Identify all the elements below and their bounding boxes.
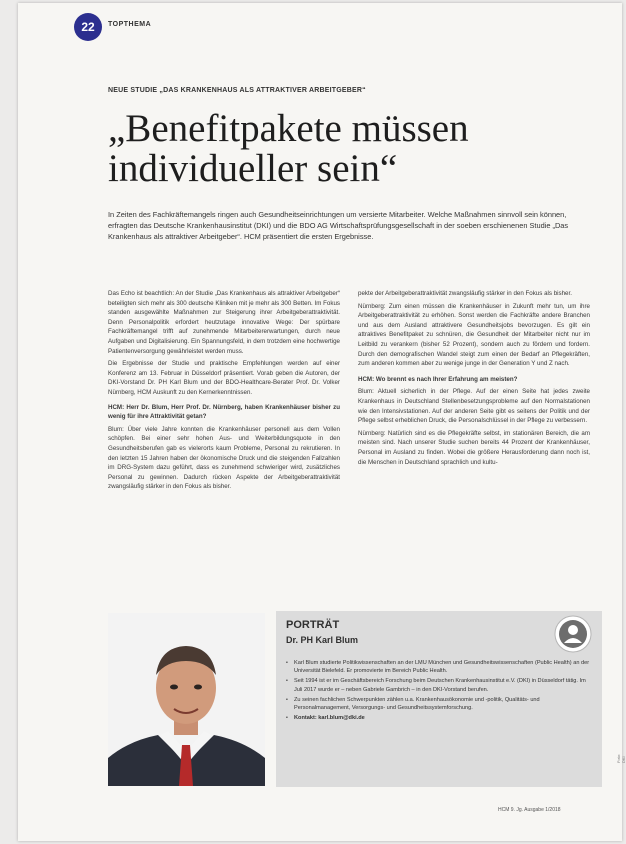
paragraph: Nürnberg: Zum einen müssen die Krankenhäuser in Zukunft mehr tun, um ihre Arbeitgeberattraktivität zu erhöhen. Sonst werden die Fachkräfte andere Branchen und aus dem Ausland attraktivere Gesundheitsjobs bevorzugen. Es gilt ein attraktives Benefitpaket zu schnüren, die Gesundheit der Mitarbeiter nicht nur im Leitbild zu verankern (bisher 52 Prozent), sondern auch zu fördern und fordern. Durch den demografischen Wandel steigt zum einen der Bedarf an Pflegekräften, zum anderen kommen aber zu wenige junge in der Generation Y und Z nach. — [358, 302, 590, 368]
interview-question: HCM: Herr Dr. Blum, Herr Prof. Dr. Nürnberg, haben Krankenhäuser bisher zu wenig für ihre Attraktivität getan? — [108, 403, 340, 421]
page-footer: HCM 9. Jg. Ausgabe 1/2018 — [498, 807, 561, 813]
article-kicker: NEUE STUDIE „DAS KRANKENHAUS ALS ATTRAKTIVER ARBEITGEBER“ — [108, 87, 366, 94]
interview-answer: Blum: Aktuell sicherlich in der Pflege. Auf der einen Seite hat jedes zweite Krankenhaus in Deutschland Stellenbesetzungsprobleme auf den Normalstationen wie den Intensivstationen. Auf der anderen Seite gibt es seitens der Politik und der Pflege selbst erheblichen Druck, die Personalschlüssel in der Pflege zu verbessern. — [358, 388, 590, 425]
bullet-item: ▪ Karl Blum studierte Politikwissenschaften an der LMU München und Gesundheitswissenschaften (Public Health) an der Universität Bielefeld. Er promovierte im Bereich Public Health. — [286, 659, 592, 675]
text-column-right — [358, 289, 590, 470]
contact-line: ▪ Kontakt: karl.blum@dki.de — [286, 714, 592, 722]
photo-credit: Foto: DKI — [616, 753, 626, 763]
page-number-badge: 22 — [74, 13, 102, 41]
interview-question: HCM: Wo brennt es nach Ihrer Erfahrung am meisten? — [358, 375, 518, 383]
portrait-bullets — [286, 659, 592, 724]
paragraph: Die Ergebnisse der Studie und praktische Empfehlungen werden auf einer Konferenz am 13. Februar in Düsseldorf präsentiert. Vorab geben die Autoren, der DKI-Vorstand Dr. PH Karl Blum und der BDO-Healthcare-Berater Prof. Dr. Volker Nürnberg, HCM Auskunft zu den Kernerkenntnissen. — [108, 360, 340, 396]
bullet-item: ▪ Seit 1994 ist er im Geschäftsbereich Forschung beim Deutschen Krankenhausinstitut e.V. (DKI) in Düsseldorf tätig. Im Juli 2017 wurde er – neben Gabriele Gambrich – in den DKI-Vorstand berufen. — [286, 677, 592, 693]
portrait-photo — [108, 613, 265, 786]
text-column-left — [108, 289, 340, 495]
section-label: TOPTHEMA — [108, 21, 152, 28]
article-lead: In Zeiten des Fachkräftemangels ringen auch Gesundheitseinrichtungen um versierte Mitarbeiter. Welche Maßnahmen sinnvoll sein können, erfragten das Deutsche Krankenhausinstitut (DKI) und die BDO AG Wirtschaftsprüfungsgesellschaft in der soeben erschienenen Studie „Das Krankenhaus als attraktiver Arbeitgeber“. HCM präsentiert die ersten Ergebnisse. — [108, 210, 569, 241]
person-icon — [554, 615, 592, 653]
interview-answer: Blum: Über viele Jahre konnten die Krankenhäuser personell aus dem Vollen schöpfen. Bei einer sehr hohen Aus- und Weiterbildungsquote in den Gesundheitsberufen gab es vielerorts kaum Probleme, Personal zu rekrutieren. In den letzten 15 Jahren haben der ökonomische Druck und die steigenden Fallzahlen im DRG-System dazu geführt, dass es zunehmend schwieriger wird, zusätzliches Personal zu gewinnen. Dadurch rücken Aspekte der Arbeitgeberattraktivität zwangsläufig stärker in den Fokus als bisher. — [108, 425, 340, 491]
portrait-name: Dr. PH Karl Blum — [286, 635, 359, 645]
paragraph: pekte der Arbeitgeberattraktivität zwangsläufig stärker in den Fokus als bisher. — [358, 290, 572, 297]
article-headline: „Benefitpakete müssen individueller sein“ — [108, 107, 469, 190]
paragraph: Das Echo ist beachtlich: An der Studie „Das Krankenhaus als attraktiver Arbeitgeber“ beteiligten sich mehr als 300 deutsche Kliniken mit je mehr als 300 Betten. Im Fokus standen ausgewählte Maßnahmen zur Steigerung ihrer Arbeitgeberattraktivität. Denn Personalpolitik erfordert heutzutage innovative Wege: Der spürbare Fachkräftemangel trifft auf zunehmende Mitarbeitererwartungen, durch neue Aufgaben und Digitalisierung. Ein Spannungsfeld, in dem trotzdem eine hochwertige Patientenversorgung gewährleistet werden muss. — [108, 290, 340, 355]
magazine-page — [18, 3, 626, 841]
interview-answer: Nürnberg: Natürlich sind es die Pflegekräfte selbst, im stationären Bereich, die am meisten sind. Nach unserer Studie suchen bereits 44 Prozent der Krankenhäuser, Personal im Ausland zu finden. Wobei die größere Herausforderung dann noch ist, die Menschen in Deutschland sprachlich und kultu- — [358, 429, 590, 466]
bullet-item: ▪ Zu seinen fachlichen Schwerpunkten zählen u.a. Krankenhausökonomie und -politik, Qualitäts- und Personalmanagement, Versorgungs- und Gesundheitssystemforschung. — [286, 696, 592, 712]
portrait-title: PORTRÄT — [286, 619, 340, 631]
portrait-box — [276, 611, 602, 787]
